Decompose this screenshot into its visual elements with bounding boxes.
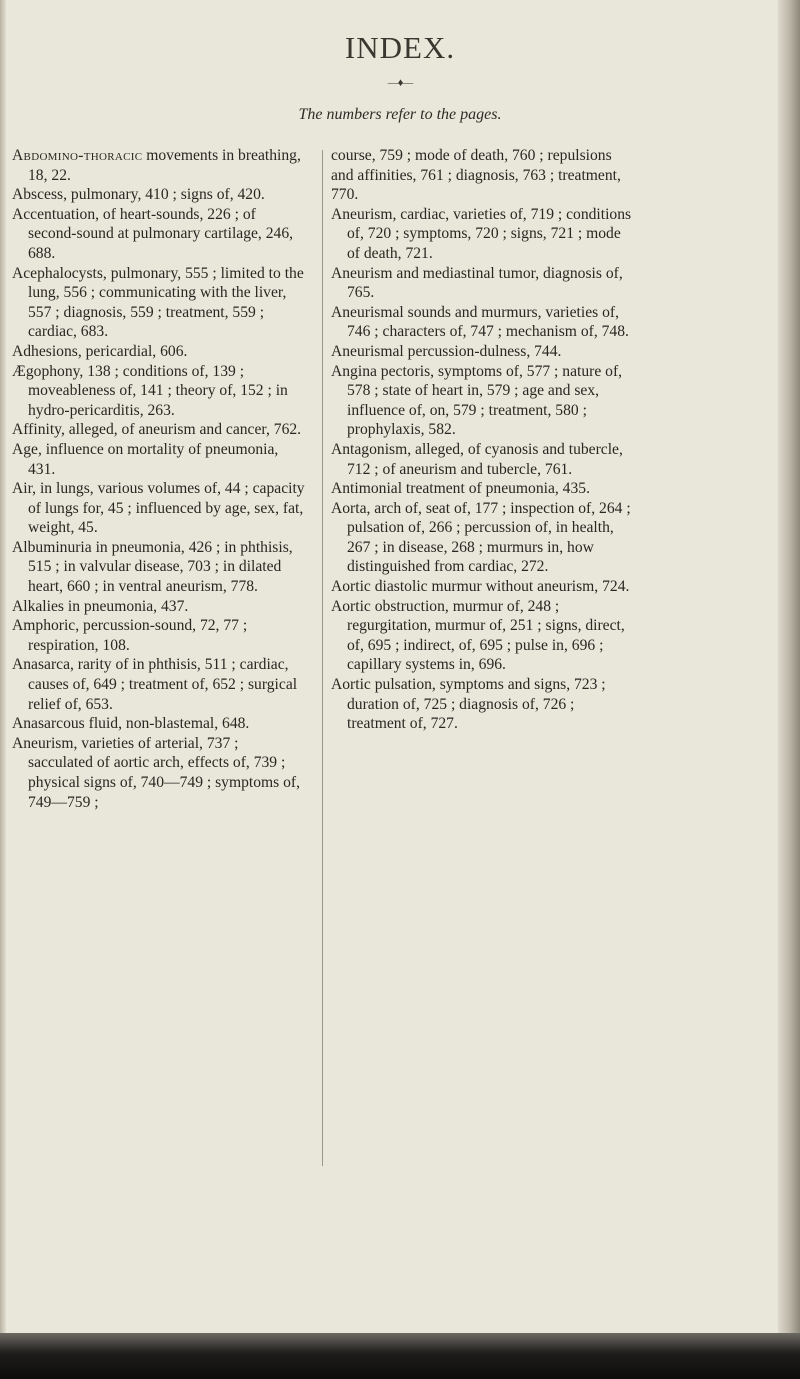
index-column-left — [12, 146, 307, 812]
index-entry: Affinity, alleged, of aneurism and cancer, 762. — [12, 421, 302, 439]
index-entry: Aorta, arch of, seat of, 177 ; inspection of, 264 ; pulsation of, 266 ; percussion of, in health, 267 ; in disease, 268 ; murmurs in, how distinguished from cardiac, 272. — [331, 499, 631, 576]
index-entry: Alkalies in pneumonia, 437. — [12, 597, 189, 615]
index-entry: Aortic diastolic murmur without aneurism, 724. — [331, 578, 630, 596]
page-subtitle: The numbers refer to the pages. — [298, 106, 502, 123]
index-entry-head: Abdomino-thoracic — [12, 147, 143, 164]
index-entry: Anasarcous fluid, non-blastemal, 648. — [12, 715, 250, 733]
title-ornament: —♦— — [387, 77, 413, 89]
index-entry: Amphoric, percussion-sound, 72, 77 ; respiration, 108. — [12, 617, 248, 654]
page-right-edge — [778, 0, 800, 1379]
index-entry-continued: course, 759 ; mode of death, 760 ; repulsions and affinities, 761 ; diagnosis, 763 ; treatment, 770. — [331, 147, 621, 204]
index-entry: Aortic pulsation, symptoms and signs, 723 ; duration of, 725 ; diagnosis of, 726 ; treatment of, 727. — [331, 676, 606, 733]
index-entry: Age, influence on mortality of pneumonia, 431. — [12, 440, 279, 478]
page-left-edge — [0, 0, 6, 1379]
index-entry — [12, 146, 307, 185]
index-entry: Air, in lungs, various volumes of, 44 ; capacity of lungs for, 45 ; influenced by age, sex, fat, weight, 45. — [12, 480, 305, 537]
page-title: INDEX. — [344, 30, 456, 65]
index-entry: Aneurism, varieties of arterial, 737 ; sacculated of aortic arch, effects of, 739 ; physical signs of, 740—749 ; symptoms of, 749—759 ; — [12, 734, 301, 811]
index-entry: Aneurism, cardiac, varieties of, 719 ; conditions of, 720 ; symptoms, 720 ; signs, 721 ; mode of death, 721. — [331, 205, 632, 262]
index-entry: Anasarca, rarity of in phthisis, 511 ; cardiac, causes of, 649 ; treatment of, 652 ; surgical relief of, 653. — [12, 656, 298, 713]
index-entry: Angina pectoris, symptoms of, 577 ; nature of, 578 ; state of heart in, 579 ; age and sex, influence of, on, 579 ; treatment, 580 ; prophylaxis, 582. — [331, 362, 623, 439]
index-entry: Accentuation, of heart-sounds, 226 ; of second-sound at pulmonary cartilage, 246, 688. — [12, 205, 294, 262]
index-entry: Abscess, pulmonary, 410 ; signs of, 420. — [12, 186, 265, 204]
index-entry: Ægophony, 138 ; conditions of, 139 ; moveableness of, 141 ; theory of, 152 ; in hydro-pericarditis, 263. — [12, 362, 288, 419]
index-entry: Aortic obstruction, murmur of, 248 ; regurgitation, murmur of, 251 ; signs, direct, of, 695 ; indirect, of, 695 ; pulse in, 696 ; capillary systems in, 696. — [331, 597, 625, 674]
index-entry: Aneurism and mediastinal tumor, diagnosis of, 765. — [331, 264, 623, 302]
index-entry: Acephalocysts, pulmonary, 555 ; limited to the lung, 556 ; communicating with the liver, 557 ; diagnosis, 559 ; treatment, 559 ; cardiac, 683. — [12, 264, 304, 341]
column-divider — [322, 150, 323, 1166]
index-entry: Antimonial treatment of pneumonia, 435. — [331, 480, 590, 498]
index-entry: Aneurismal percussion-dulness, 744. — [331, 342, 562, 360]
index-entry: Antagonism, alleged, of cyanosis and tubercle, 712 ; of aneurism and tubercle, 761. — [331, 440, 623, 478]
page-bottom-shadow — [0, 1333, 800, 1379]
index-entry-text: movements in breathing, 18, 22. — [28, 147, 301, 184]
index-entry: Albuminuria in pneumonia, 426 ; in phthisis, 515 ; in valvular disease, 703 ; in dilated heart, 660 ; in ventral aneurism, 778. — [12, 538, 293, 596]
index-entry: Aneurismal sounds and murmurs, varieties of, 746 ; characters of, 747 ; mechanism of, 748. — [331, 303, 629, 341]
index-entry: Adhesions, pericardial, 606. — [12, 342, 188, 360]
index-column-right — [331, 146, 633, 734]
